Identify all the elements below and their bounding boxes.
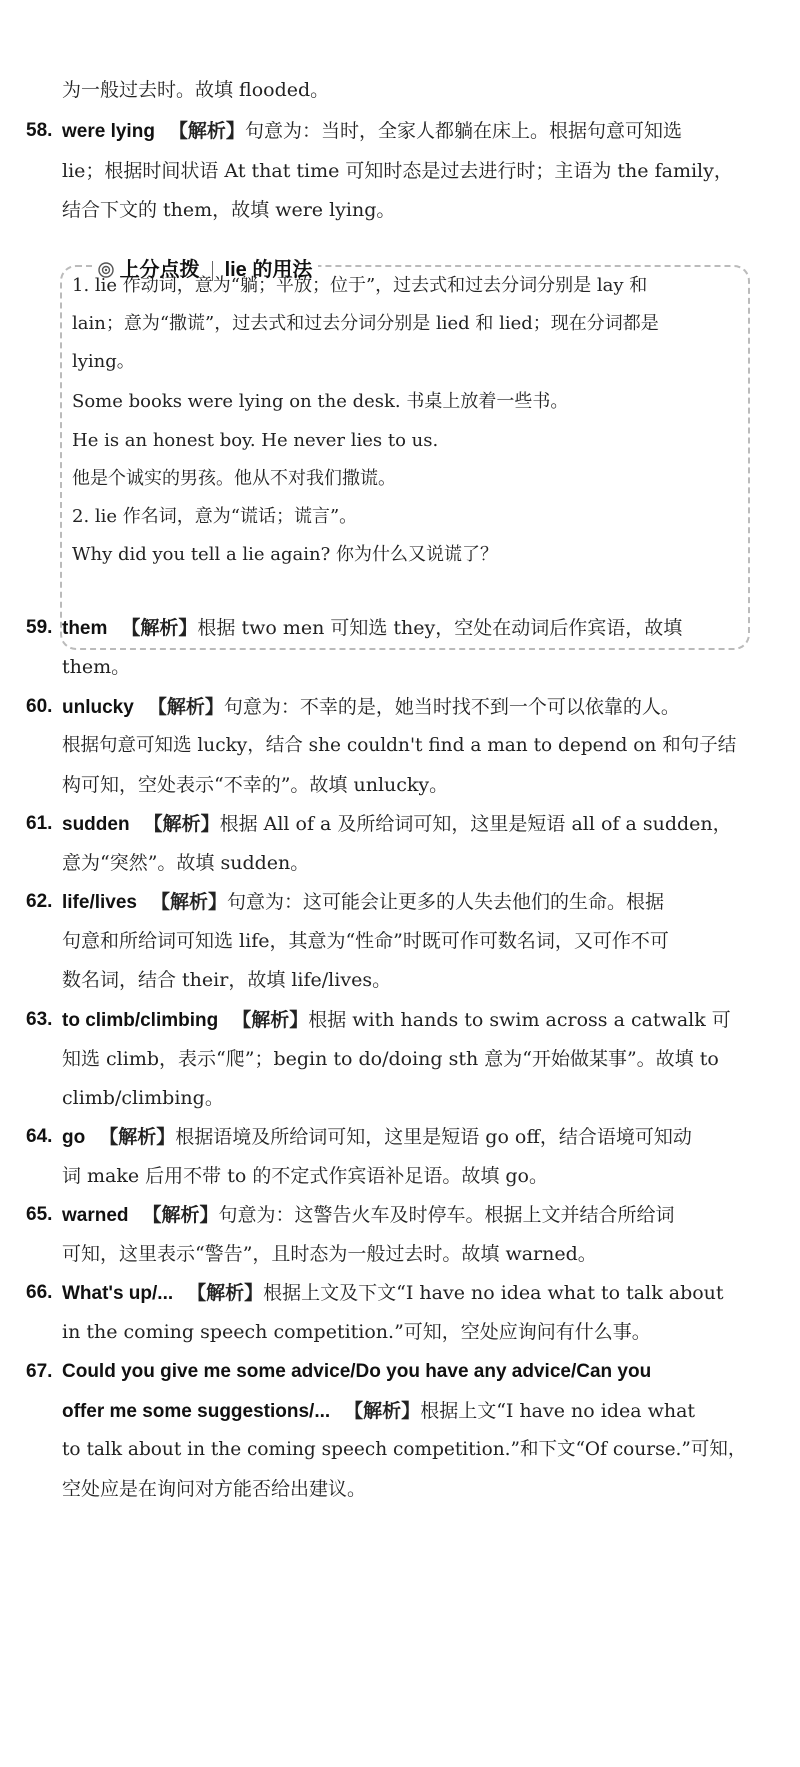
analysis-tag: 【解析】	[187, 1282, 264, 1304]
explanation-text: 句意为：当时，全家人都躺在床上。根据句意可知选	[244, 120, 682, 142]
analysis-tag: 【解析】	[168, 120, 245, 142]
item-number: 62.	[26, 891, 53, 912]
item-number: 58.	[26, 120, 53, 141]
analysis-tag: 【解析】	[142, 1204, 219, 1226]
item-number: 63.	[26, 1009, 53, 1030]
item-64-line-1	[62, 1123, 692, 1152]
answer-text: warned	[62, 1205, 129, 1226]
tip-subtitle: lie 的用法	[224, 259, 313, 281]
item-61-line-2: 意为“突然”。故填 sudden。	[62, 852, 310, 874]
tip-title: 上分点拨	[119, 259, 200, 281]
tip-line: lain；意为“撒谎”，过去式和过去分词分别是 lied 和 lied；现在分词都是	[72, 313, 659, 334]
item-66-line-2: in the coming speech competition.”可知，空处应询问有什么事。	[62, 1321, 651, 1343]
answer-text: sudden	[62, 814, 130, 835]
explanation-text: 句意为：这可能会让更多的人失去他们的生命。根据	[227, 891, 665, 913]
item-60-line-2: 根据句意可知选 lucky，结合 she couldn't find a man to depend on 和句子结	[62, 735, 737, 756]
item-number: 65.	[26, 1204, 53, 1225]
item-58-line-3: 结合下文的 them，故填 were lying。	[62, 199, 396, 221]
item-62-line-1	[62, 888, 664, 917]
analysis-tag: 【解析】	[344, 1400, 421, 1422]
analysis-tag: 【解析】	[121, 617, 198, 639]
explanation-text: 根据 All of a 及所给词可知，这里是短语 all of a sudden，	[219, 813, 732, 835]
item-59-line-2: them。	[62, 656, 131, 678]
item-number: 59.	[26, 617, 53, 638]
item-63-line-1	[62, 1006, 731, 1035]
explanation-text: 根据上文及下文“I have no idea what to talk about	[263, 1282, 724, 1304]
tip-line: Some books were lying on the desk. 书桌上放着一些书。	[72, 391, 569, 412]
item-60-line-1	[62, 693, 680, 722]
item-62-line-3: 数名词，结合 their，故填 life/lives。	[62, 969, 392, 991]
explanation-text: 根据语境及所给词可知，这里是短语 go off，结合语境可知动	[175, 1126, 692, 1148]
item-67-line-4: 空处应是在询问对方能否给出建议。	[62, 1478, 367, 1500]
analysis-tag: 【解析】	[151, 891, 228, 913]
answer-text: What's up/...	[62, 1283, 174, 1304]
tip-line: 1. lie 作动词，意为“躺；平放；位于”，过去式和过去分词分别是 lay 和	[72, 275, 648, 296]
analysis-tag: 【解析】	[232, 1009, 309, 1031]
explanation-text: 根据上文“I have no idea what	[420, 1400, 696, 1422]
item-67-line-2	[62, 1397, 695, 1426]
item-65-line-1	[62, 1201, 675, 1230]
intro-line: 为一般过去时。故填 flooded。	[62, 79, 330, 101]
answer-text: them	[62, 618, 108, 639]
analysis-tag: 【解析】	[99, 1126, 176, 1148]
tip-line: He is an honest boy. He never lies to us.	[72, 430, 439, 451]
item-number: 66.	[26, 1282, 53, 1303]
item-58-line-2: lie；根据时间状语 At that time 可知时态是过去进行时；主语为 the family，	[62, 160, 733, 182]
item-number: 67.	[26, 1361, 53, 1382]
explanation-text: 句意为：这警告火车及时停车。根据上文并结合所给词	[218, 1204, 675, 1226]
analysis-tag: 【解析】	[147, 696, 224, 718]
item-62-line-2: 句意和所给词可知选 life，其意为“性命”时既可作可数名词，又可作不可	[62, 930, 669, 952]
item-58-line-1	[62, 117, 682, 146]
answer-text: go	[62, 1127, 86, 1148]
answer-text: were lying	[62, 121, 155, 142]
item-63-line-3: climb/climbing。	[62, 1087, 224, 1109]
analysis-tag: 【解析】	[143, 813, 220, 835]
tip-line: 他是个诚实的男孩。他从不对我们撒谎。	[72, 468, 396, 489]
answer-text: life/lives	[62, 892, 137, 913]
item-61-line-1	[62, 810, 732, 839]
item-63-line-2: 知选 climb，表示“爬”；begin to do/doing sth 意为“开始做某事”。故填 to	[62, 1048, 719, 1070]
explanation-text: 根据 two men 可知选 they，空处在动词后作宾语，故填	[197, 617, 683, 639]
item-67-line-3: to talk about in the coming speech competition.”和下文“Of course.”可知，	[62, 1439, 747, 1460]
item-number: 64.	[26, 1126, 53, 1147]
answer-text: unlucky	[62, 697, 134, 718]
item-64-line-2: 词 make 后用不带 to 的不定式作宾语补足语。故填 go。	[62, 1165, 548, 1187]
explanation-text: 句意为：不幸的是，她当时找不到一个可以依靠的人。	[223, 696, 680, 718]
answer-text: to climb/climbing	[62, 1010, 219, 1031]
item-66-line-1	[62, 1279, 724, 1308]
item-number: 61.	[26, 813, 53, 834]
item-59-line-1	[62, 614, 682, 643]
item-number: 60.	[26, 696, 53, 717]
item-65-line-2: 可知，这里表示“警告”，且时态为一般过去时。故填 warned。	[62, 1243, 597, 1265]
answer-text: offer me some suggestions/...	[62, 1401, 331, 1422]
answer-text: Could you give me some advice/Do you have any advice/Can you	[62, 1361, 652, 1382]
tip-line: 2. lie 作名词，意为“谎话；谎言”。	[72, 506, 358, 527]
explanation-text: 根据 with hands to swim across a catwalk 可	[308, 1009, 731, 1031]
item-60-line-3: 构可知，空处表示“不幸的”。故填 unlucky。	[62, 774, 449, 796]
tip-line: lying。	[72, 351, 135, 372]
tip-line: Why did you tell a lie again? 你为什么又说谎了？	[72, 544, 498, 565]
